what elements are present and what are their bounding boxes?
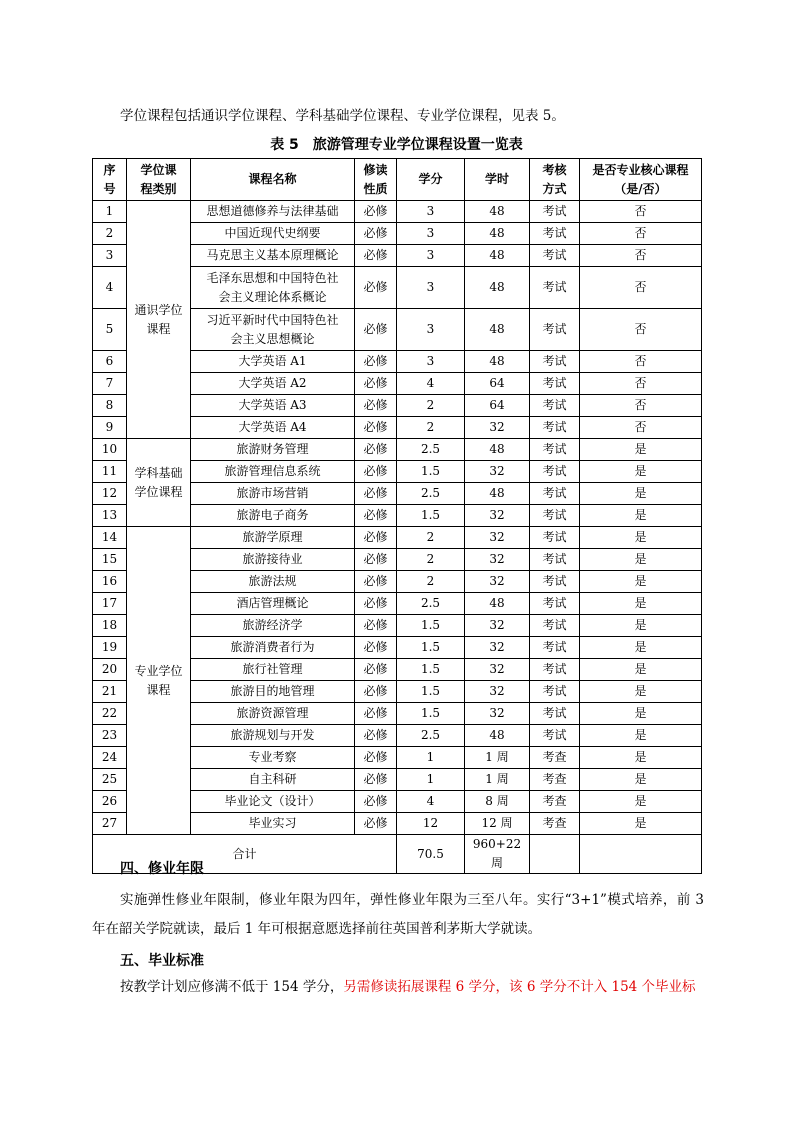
row-course-name: 旅游目的地管理	[191, 681, 355, 703]
row-core: 是	[580, 571, 702, 593]
row-hours: 48	[465, 201, 530, 223]
row-course-name: 毛泽东思想和中国特色社 会主义理论体系概论	[191, 267, 355, 309]
row-credit: 1.5	[397, 615, 465, 637]
row-credit: 4	[397, 791, 465, 813]
row-seq: 10	[93, 439, 127, 461]
row-course-name: 大学英语 A1	[191, 351, 355, 373]
row-course-name: 大学英语 A4	[191, 417, 355, 439]
table-caption: 表 5 旅游管理专业学位课程设置一览表	[270, 137, 523, 153]
section4-heading: 四、修业年限	[120, 861, 204, 877]
row-exam: 考试	[530, 681, 580, 703]
row-course-name: 马克思主义基本原理概论	[191, 245, 355, 267]
row-credit: 1	[397, 747, 465, 769]
row-exam: 考试	[530, 267, 580, 309]
row-credit: 2	[397, 395, 465, 417]
row-course-name: 习近平新时代中国特色社 会主义思想概论	[191, 309, 355, 351]
row-exam: 考查	[530, 813, 580, 835]
row-nature: 必修	[355, 201, 397, 223]
row-seq: 25	[93, 769, 127, 791]
row-hours: 1 周	[465, 747, 530, 769]
row-course-name: 旅游接待业	[191, 549, 355, 571]
row-nature: 必修	[355, 659, 397, 681]
row-credit: 1.5	[397, 461, 465, 483]
row-hours: 12 周	[465, 813, 530, 835]
row-nature: 必修	[355, 637, 397, 659]
row-core: 是	[580, 527, 702, 549]
intro-paragraph: 学位课程包括通识学位课程、学科基础学位课程、专业学位课程，见表 5。	[120, 108, 565, 124]
course-table	[92, 158, 702, 874]
row-seq: 22	[93, 703, 127, 725]
row-core: 是	[580, 725, 702, 747]
row-hours: 48	[465, 351, 530, 373]
row-exam: 考试	[530, 201, 580, 223]
row-nature: 必修	[355, 223, 397, 245]
row-credit: 3	[397, 245, 465, 267]
row-nature: 必修	[355, 351, 397, 373]
row-seq: 17	[93, 593, 127, 615]
row-credit: 3	[397, 267, 465, 309]
row-credit: 1.5	[397, 505, 465, 527]
total-label: 合计	[93, 835, 397, 874]
row-hours: 32	[465, 527, 530, 549]
row-hours: 32	[465, 703, 530, 725]
row-hours: 48	[465, 483, 530, 505]
row-nature: 必修	[355, 483, 397, 505]
row-exam: 考试	[530, 659, 580, 681]
row-course-name: 旅游市场营销	[191, 483, 355, 505]
row-course-name: 旅游资源管理	[191, 703, 355, 725]
row-core: 否	[580, 395, 702, 417]
row-course-name: 思想道德修养与法律基础	[191, 201, 355, 223]
row-course-name: 旅游规划与开发	[191, 725, 355, 747]
row-core: 是	[580, 637, 702, 659]
row-core: 是	[580, 769, 702, 791]
row-hours: 32	[465, 571, 530, 593]
row-hours: 32	[465, 681, 530, 703]
row-hours: 32	[465, 461, 530, 483]
section5-heading: 五、毕业标准	[120, 953, 204, 969]
row-core: 是	[580, 747, 702, 769]
row-exam: 考试	[530, 527, 580, 549]
row-hours: 32	[465, 637, 530, 659]
row-category: 专业学位 课程	[127, 527, 191, 835]
row-hours: 32	[465, 615, 530, 637]
table-row	[93, 439, 702, 461]
row-exam: 考试	[530, 461, 580, 483]
row-exam: 考试	[530, 483, 580, 505]
row-core: 否	[580, 201, 702, 223]
row-hours: 32	[465, 659, 530, 681]
section5-paragraph	[92, 973, 704, 1002]
row-seq: 9	[93, 417, 127, 439]
row-credit: 2.5	[397, 483, 465, 505]
row-seq: 26	[93, 791, 127, 813]
row-credit: 3	[397, 223, 465, 245]
row-category: 学科基础 学位课程	[127, 439, 191, 527]
row-core: 否	[580, 267, 702, 309]
row-credit: 2	[397, 527, 465, 549]
row-credit: 2	[397, 417, 465, 439]
row-exam: 考试	[530, 703, 580, 725]
header-exam: 考核 方式	[530, 159, 580, 201]
row-nature: 必修	[355, 373, 397, 395]
row-credit: 1.5	[397, 703, 465, 725]
row-nature: 必修	[355, 309, 397, 351]
row-nature: 必修	[355, 549, 397, 571]
row-seq: 18	[93, 615, 127, 637]
row-course-name: 旅行社管理	[191, 659, 355, 681]
row-course-name: 旅游管理信息系统	[191, 461, 355, 483]
row-exam: 考试	[530, 373, 580, 395]
row-credit: 2.5	[397, 725, 465, 747]
row-nature: 必修	[355, 791, 397, 813]
row-credit: 1.5	[397, 659, 465, 681]
row-seq: 1	[93, 201, 127, 223]
row-exam: 考查	[530, 747, 580, 769]
row-seq: 5	[93, 309, 127, 351]
row-course-name: 旅游电子商务	[191, 505, 355, 527]
row-nature: 必修	[355, 615, 397, 637]
row-core: 否	[580, 373, 702, 395]
row-hours: 32	[465, 505, 530, 527]
row-nature: 必修	[355, 725, 397, 747]
row-hours: 64	[465, 373, 530, 395]
row-core: 是	[580, 703, 702, 725]
row-exam: 考试	[530, 637, 580, 659]
row-credit: 2.5	[397, 439, 465, 461]
row-seq: 21	[93, 681, 127, 703]
row-credit: 2.5	[397, 593, 465, 615]
row-nature: 必修	[355, 593, 397, 615]
row-seq: 12	[93, 483, 127, 505]
row-seq: 2	[93, 223, 127, 245]
row-credit: 1.5	[397, 637, 465, 659]
table-body	[93, 201, 702, 835]
row-exam: 考试	[530, 505, 580, 527]
row-nature: 必修	[355, 395, 397, 417]
row-hours: 8 周	[465, 791, 530, 813]
row-exam: 考试	[530, 223, 580, 245]
row-core: 是	[580, 593, 702, 615]
row-hours: 48	[465, 245, 530, 267]
row-nature: 必修	[355, 769, 397, 791]
row-course-name: 专业考察	[191, 747, 355, 769]
row-seq: 3	[93, 245, 127, 267]
row-nature: 必修	[355, 527, 397, 549]
header-seq: 序 号	[93, 159, 127, 201]
row-nature: 必修	[355, 747, 397, 769]
row-exam: 考试	[530, 439, 580, 461]
row-exam: 考试	[530, 725, 580, 747]
row-course-name: 旅游学原理	[191, 527, 355, 549]
row-core: 是	[580, 813, 702, 835]
row-seq: 13	[93, 505, 127, 527]
row-course-name: 旅游经济学	[191, 615, 355, 637]
row-core: 是	[580, 659, 702, 681]
row-hours: 48	[465, 309, 530, 351]
row-nature: 必修	[355, 505, 397, 527]
row-nature: 必修	[355, 267, 397, 309]
total-empty-exam	[530, 835, 580, 874]
row-seq: 11	[93, 461, 127, 483]
row-exam: 考查	[530, 769, 580, 791]
row-course-name: 旅游消费者行为	[191, 637, 355, 659]
row-credit: 1.5	[397, 681, 465, 703]
row-credit: 3	[397, 351, 465, 373]
header-core: 是否专业核心课程 （是/否）	[580, 159, 702, 201]
header-hours: 学时	[465, 159, 530, 201]
row-core: 是	[580, 791, 702, 813]
row-nature: 必修	[355, 703, 397, 725]
row-seq: 15	[93, 549, 127, 571]
row-course-name: 旅游法规	[191, 571, 355, 593]
row-credit: 12	[397, 813, 465, 835]
row-nature: 必修	[355, 813, 397, 835]
row-seq: 4	[93, 267, 127, 309]
row-course-name: 旅游财务管理	[191, 439, 355, 461]
header-nature: 修读 性质	[355, 159, 397, 201]
row-hours: 48	[465, 267, 530, 309]
header-credit: 学分	[397, 159, 465, 201]
row-seq: 23	[93, 725, 127, 747]
table-row	[93, 527, 702, 549]
row-hours: 48	[465, 223, 530, 245]
row-credit: 2	[397, 549, 465, 571]
row-course-name: 毕业论文（设计）	[191, 791, 355, 813]
row-exam: 考查	[530, 791, 580, 813]
total-hours: 960+22 周	[465, 835, 530, 874]
row-hours: 48	[465, 593, 530, 615]
row-course-name: 毕业实习	[191, 813, 355, 835]
row-hours: 48	[465, 439, 530, 461]
row-hours: 64	[465, 395, 530, 417]
row-core: 是	[580, 549, 702, 571]
row-seq: 20	[93, 659, 127, 681]
row-seq: 16	[93, 571, 127, 593]
row-core: 是	[580, 681, 702, 703]
row-exam: 考试	[530, 309, 580, 351]
row-seq: 7	[93, 373, 127, 395]
row-seq: 27	[93, 813, 127, 835]
row-core: 否	[580, 351, 702, 373]
row-course-name: 大学英语 A2	[191, 373, 355, 395]
row-nature: 必修	[355, 571, 397, 593]
row-exam: 考试	[530, 593, 580, 615]
row-credit: 3	[397, 201, 465, 223]
row-exam: 考试	[530, 245, 580, 267]
row-exam: 考试	[530, 571, 580, 593]
row-hours: 32	[465, 549, 530, 571]
row-seq: 14	[93, 527, 127, 549]
row-course-name: 大学英语 A3	[191, 395, 355, 417]
row-core: 是	[580, 505, 702, 527]
row-seq: 24	[93, 747, 127, 769]
table-header-row	[93, 159, 702, 201]
table-row	[93, 201, 702, 223]
row-core: 是	[580, 461, 702, 483]
row-core: 是	[580, 615, 702, 637]
row-nature: 必修	[355, 439, 397, 461]
row-course-name: 中国近现代史纲要	[191, 223, 355, 245]
row-hours: 48	[465, 725, 530, 747]
row-course-name: 自主科研	[191, 769, 355, 791]
section5-highlight-text: 另需修读拓展课程 6 学分，该 6 学分不计入 154 个毕业标	[343, 979, 696, 995]
row-hours: 1 周	[465, 769, 530, 791]
row-nature: 必修	[355, 417, 397, 439]
row-exam: 考试	[530, 417, 580, 439]
row-nature: 必修	[355, 681, 397, 703]
row-category: 通识学位 课程	[127, 201, 191, 439]
row-seq: 8	[93, 395, 127, 417]
header-course-name: 课程名称	[191, 159, 355, 201]
row-nature: 必修	[355, 245, 397, 267]
row-seq: 19	[93, 637, 127, 659]
row-core: 否	[580, 417, 702, 439]
row-core: 否	[580, 245, 702, 267]
section4-paragraph: 实施弹性修业年限制，修业年限为四年，弹性修业年限为三至八年。实行“3+1”模式培养，前 3 年在韶关学院就读，最后 1 年可根据意愿选择前往英国普利茅斯大学就读。	[92, 892, 704, 937]
row-credit: 3	[397, 309, 465, 351]
row-credit: 1	[397, 769, 465, 791]
row-credit: 2	[397, 571, 465, 593]
row-credit: 4	[397, 373, 465, 395]
total-empty-core	[580, 835, 702, 874]
total-credit: 70.5	[397, 835, 465, 874]
row-exam: 考试	[530, 351, 580, 373]
row-core: 是	[580, 439, 702, 461]
row-exam: 考试	[530, 615, 580, 637]
row-exam: 考试	[530, 395, 580, 417]
row-exam: 考试	[530, 549, 580, 571]
row-hours: 32	[465, 417, 530, 439]
row-core: 否	[580, 223, 702, 245]
header-category: 学位课 程类别	[127, 159, 191, 201]
section5-text: 按教学计划应修满不低于 154 学分，	[120, 979, 344, 995]
row-course-name: 酒店管理概论	[191, 593, 355, 615]
row-seq: 6	[93, 351, 127, 373]
row-nature: 必修	[355, 461, 397, 483]
row-core: 否	[580, 309, 702, 351]
row-core: 是	[580, 483, 702, 505]
